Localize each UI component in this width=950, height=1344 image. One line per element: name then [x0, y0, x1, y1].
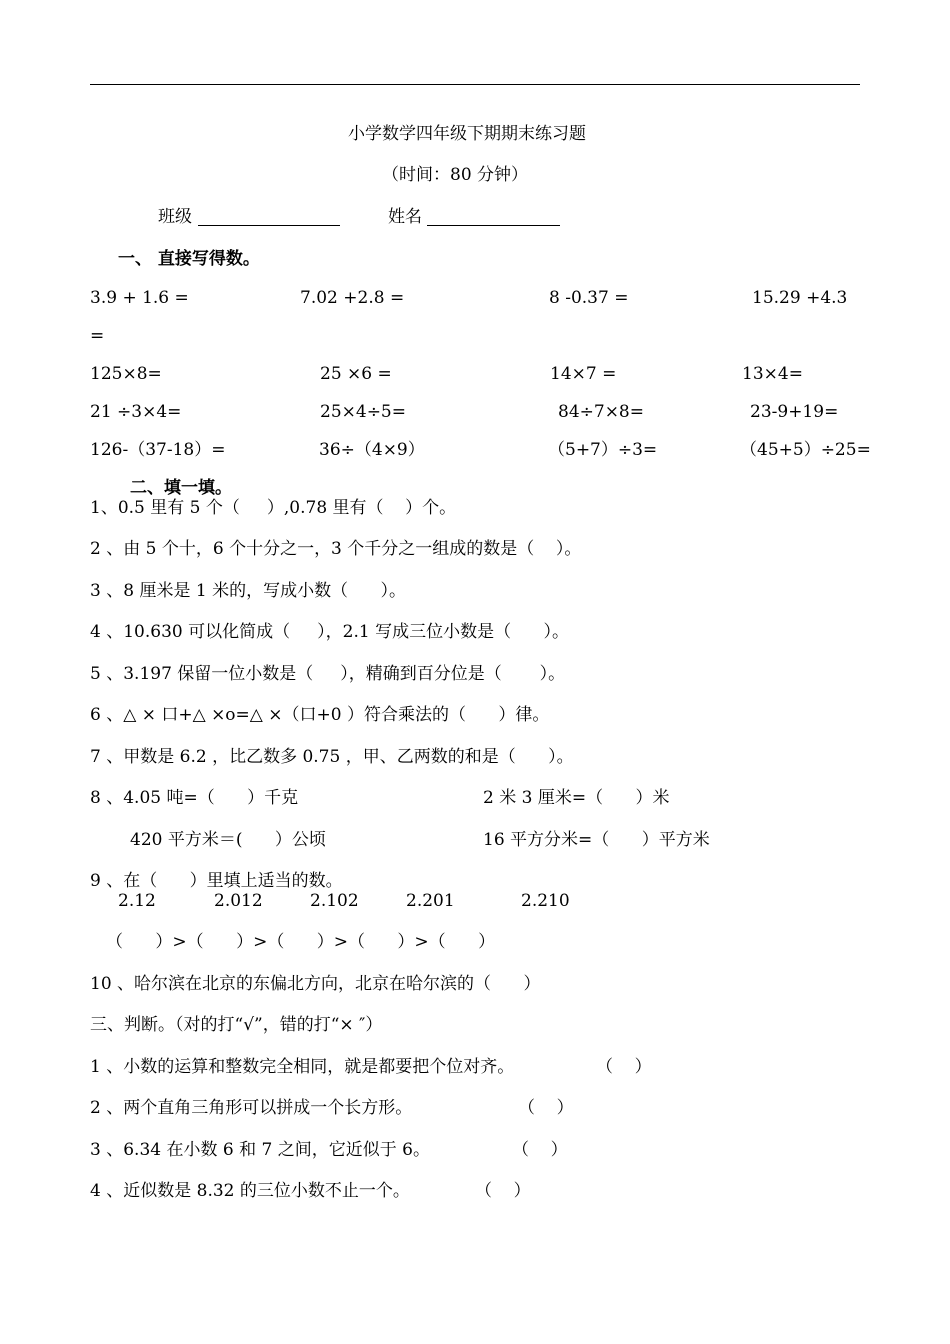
calc-item: 126-（37-18）=	[90, 440, 226, 460]
calc-item: 7.02 +2.8 =	[300, 288, 405, 308]
class-blank[interactable]	[198, 225, 340, 226]
fill-item: 7 、甲数是 6.2 ，比乙数多 0.75 ，甲、乙两数的和是（ ）。	[90, 747, 574, 767]
judge-item: 3 、6.34 在小数 6 和 7 之间，它近似于 6。	[90, 1140, 430, 1160]
fill-item: 3 、8 厘米是 1 米的，写成小数（ ）。	[90, 581, 406, 601]
fill-item-8a: 8 、4.05 吨=（ ）千克	[90, 788, 299, 808]
calc-item: 21 ÷3×4=	[90, 402, 182, 422]
name-blank[interactable]	[427, 225, 560, 226]
compare-row: （ ）>（ ）>（ ）>（ ）>（ ）	[106, 932, 496, 952]
judge-blank[interactable]: （ ）	[475, 1181, 531, 1201]
calc-item: 125×8=	[90, 364, 162, 384]
duration: （时间：80 分钟）	[382, 165, 529, 185]
header-rule	[90, 84, 860, 85]
calc-item: 8 -0.37 =	[549, 288, 629, 308]
name-label: 姓名	[388, 207, 422, 227]
judge-blank[interactable]: （ ）	[518, 1098, 574, 1118]
fill-item: 6 、△ × 口+△ ×o=△ ×（口+0 ）符合乘法的（ ）律。	[90, 705, 550, 725]
number-5: 2.210	[521, 891, 570, 911]
judge-item: 2 、两个直角三角形可以拼成一个长方形。	[90, 1098, 413, 1118]
section1-heading: 一、 直接写得数。	[118, 249, 260, 269]
judge-item: 4 、近似数是 8.32 的三位小数不止一个。	[90, 1181, 410, 1201]
judge-item: 1 、小数的运算和整数完全相同，就是都要把个位对齐。	[90, 1057, 515, 1077]
fill-item-8c: 420 平方米＝( ）公顷	[130, 830, 326, 850]
calc-item: 84÷7×8=	[558, 402, 644, 422]
fill-item: 2 、由 5 个十，6 个十分之一，3 个千分之一组成的数是（ ）。	[90, 539, 582, 559]
calc-wrap: =	[90, 326, 105, 346]
fill-item-8b: 2 米 3 厘米=（ ）米	[483, 788, 670, 808]
calc-item: （5+7）÷3=	[548, 440, 658, 460]
section3-heading: 三、判断。（对的打“√”，错的打“× ″）	[90, 1015, 383, 1035]
fill-item: 4 、10.630 可以化简成（ ），2.1 写成三位小数是（ ）。	[90, 622, 569, 642]
calc-item: 14×7 =	[550, 364, 617, 384]
class-label: 班级	[158, 207, 192, 227]
judge-blank[interactable]: （ ）	[512, 1140, 568, 1160]
number-2: 2.012	[214, 891, 263, 911]
number-3: 2.102	[310, 891, 359, 911]
calc-item: 15.29 +4.3	[752, 288, 848, 308]
judge-blank[interactable]: （ ）	[596, 1057, 652, 1077]
calc-item: 25×4÷5=	[320, 402, 406, 422]
section2-heading: 二、填一填。	[130, 478, 232, 498]
number-1: 2.12	[118, 891, 156, 911]
page-title: 小学数学四年级下期期末练习题	[348, 124, 586, 144]
calc-item: 3.9 + 1.6 =	[90, 288, 189, 308]
calc-item: 25 ×6 =	[320, 364, 392, 384]
fill-item-8d: 16 平方分米=（ ）平方米	[483, 830, 710, 850]
number-4: 2.201	[406, 891, 455, 911]
calc-item: 36÷（4×9）	[319, 440, 425, 460]
calc-item: （45+5）÷25=	[740, 440, 871, 460]
fill-item-10: 10 、哈尔滨在北京的东偏北方向，北京在哈尔滨的（ ）	[90, 974, 541, 994]
calc-item: 23-9+19=	[750, 402, 839, 422]
calc-item: 13×4=	[742, 364, 803, 384]
fill-item-9: 9 、在（ ）里填上适当的数。	[90, 871, 343, 891]
fill-item: 1、0.5 里有 5 个（ ）,0.78 里有（ ）个。	[90, 498, 457, 518]
fill-item: 5 、3.197 保留一位小数是（ ），精确到百分位是（ ）。	[90, 664, 566, 684]
